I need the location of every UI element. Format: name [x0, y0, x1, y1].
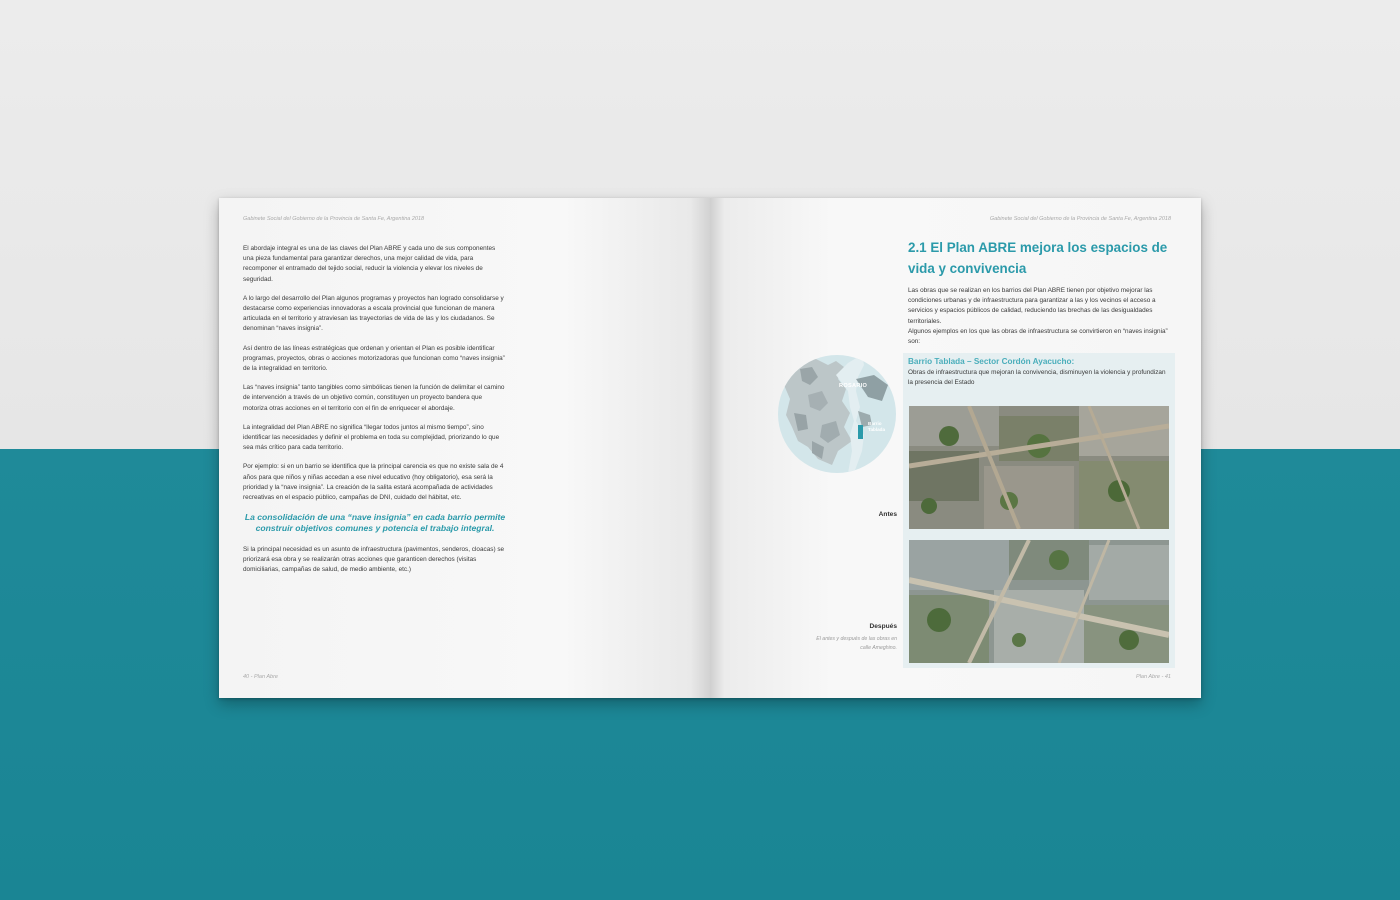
pullquote: La consolidación de una “nave insignia” en cada barrio permite construir objetivos comunes y potencia el trabajo integral. [244, 512, 506, 533]
map-label-barrio: Barrio Tablada [868, 421, 886, 432]
left-page [219, 198, 710, 698]
caption-subtitle: El antes y después de las obras en calle Ameghino. [816, 636, 897, 651]
page-number-left: 40 - Plan Abre [243, 674, 278, 680]
right-page [710, 198, 1201, 698]
intro-paragraph-2: Algunos ejemplos en los que las obras de infraestructura se convirtieron en “naves insignia” son: [908, 327, 1168, 346]
section-title: 2.1 El Plan ABRE mejora los espacios de vida y convivencia [908, 240, 1168, 276]
left-body-text [243, 244, 507, 585]
aerial-photo-before [909, 406, 1169, 529]
running-head-right: Gabinete Social del Gobierno de la Provincia de Santa Fe, Argentina 2018 [989, 216, 1171, 222]
aerial-photo-after [909, 540, 1169, 663]
example-panel [903, 353, 1175, 668]
paragraph: Por ejemplo: si en un barrio se identifica que la principal carencia es que no existe sala de 4 años para que niños y niñas accedan a ese nivel educativo (hoy obligatorio), esa será la prioridad y la “nave insignia”. La creación de la salita estará acompañada de actividades recreativas en el espacio público, campañas de DNI, cuidado del hábitat, etc. [243, 463, 504, 502]
photo-before [909, 406, 1169, 529]
photo-after [909, 540, 1169, 663]
panel-title: Barrio Tablada – Sector Cordón Ayacucho: [908, 357, 1075, 366]
page-number-right: Plan Abre - 41 [1136, 674, 1171, 680]
paragraph: La integralidad del Plan ABRE no significa “llegar todos juntos al mismo tiempo”, sino identificar las necesidades y definir el problema en toda su complejidad, priorizando lo que sea más crítico para cada territorio. [243, 423, 500, 452]
open-book [219, 198, 1201, 698]
paragraph: A lo largo del desarrollo del Plan algunos programas y proyectos han logrado consolidarse y destacarse como experiencias innovadoras a escala provincial que funcionan de manera articulada en el territorio y atraviesan las trayectorias de vida de las y los ciudadanos. Se denominan “naves insignia”. [243, 294, 504, 333]
running-head-left: Gabinete Social del Gobierno de la Provincia de Santa Fe, Argentina 2018 [243, 216, 425, 222]
panel-description: Obras de infraestructura que mejoran la convivencia, disminuyen la violencia y profundizan la presencia del Estado [908, 369, 1166, 386]
intro-text [908, 286, 1178, 347]
city-map-graphic [778, 355, 896, 473]
intro-paragraph: Las obras que se realizan en los barrios del Plan ABRE tienen por objetivo mejorar las condiciones urbanas y de infraestructura para garantizar a las y los vecinos el acceso a servicios y espacios públicos de calidad, reduciendo las brechas de las desigualdades territoriales. [908, 287, 1156, 325]
caption-before: Antes [878, 511, 897, 518]
paragraph: Si la principal necesidad es un asunto de infraestructura (pavimentos, senderos, cloacas) se priorizará esa obra y se realizarán otras acciones que garanticen derechos (visitas domiciliarias, campañas de salud, de medio ambiente, etc.) [243, 546, 505, 574]
paragraph: Las “naves insignia” tanto tangibles como simbólicas tienen la función de delimitar el camino de intervención a través de un objetivo común, constituyen un proyecto bandera que motoriza otras acciones en el territorio con el fin de enriquecer el abordaje. [243, 384, 505, 412]
map-label-rosario: ROSARIO [839, 383, 868, 389]
caption-after: Después [869, 623, 897, 630]
paragraph: Así dentro de las líneas estratégicas que ordenan y orientan el Plan es posible identificar programas, proyectos, obras o acciones motorizadoras que funcionan como “naves insignia” de la integralidad en territorio. [243, 344, 505, 373]
location-map [778, 355, 896, 473]
paragraph: El abordaje integral es una de las claves del Plan ABRE y cada uno de sus componentes una pieza fundamental para garantizar derechos, una mejor calidad de vida, para recomponer el entramado del tejido social, reducir la violencia y elevar los niveles de seguridad. [243, 245, 496, 283]
